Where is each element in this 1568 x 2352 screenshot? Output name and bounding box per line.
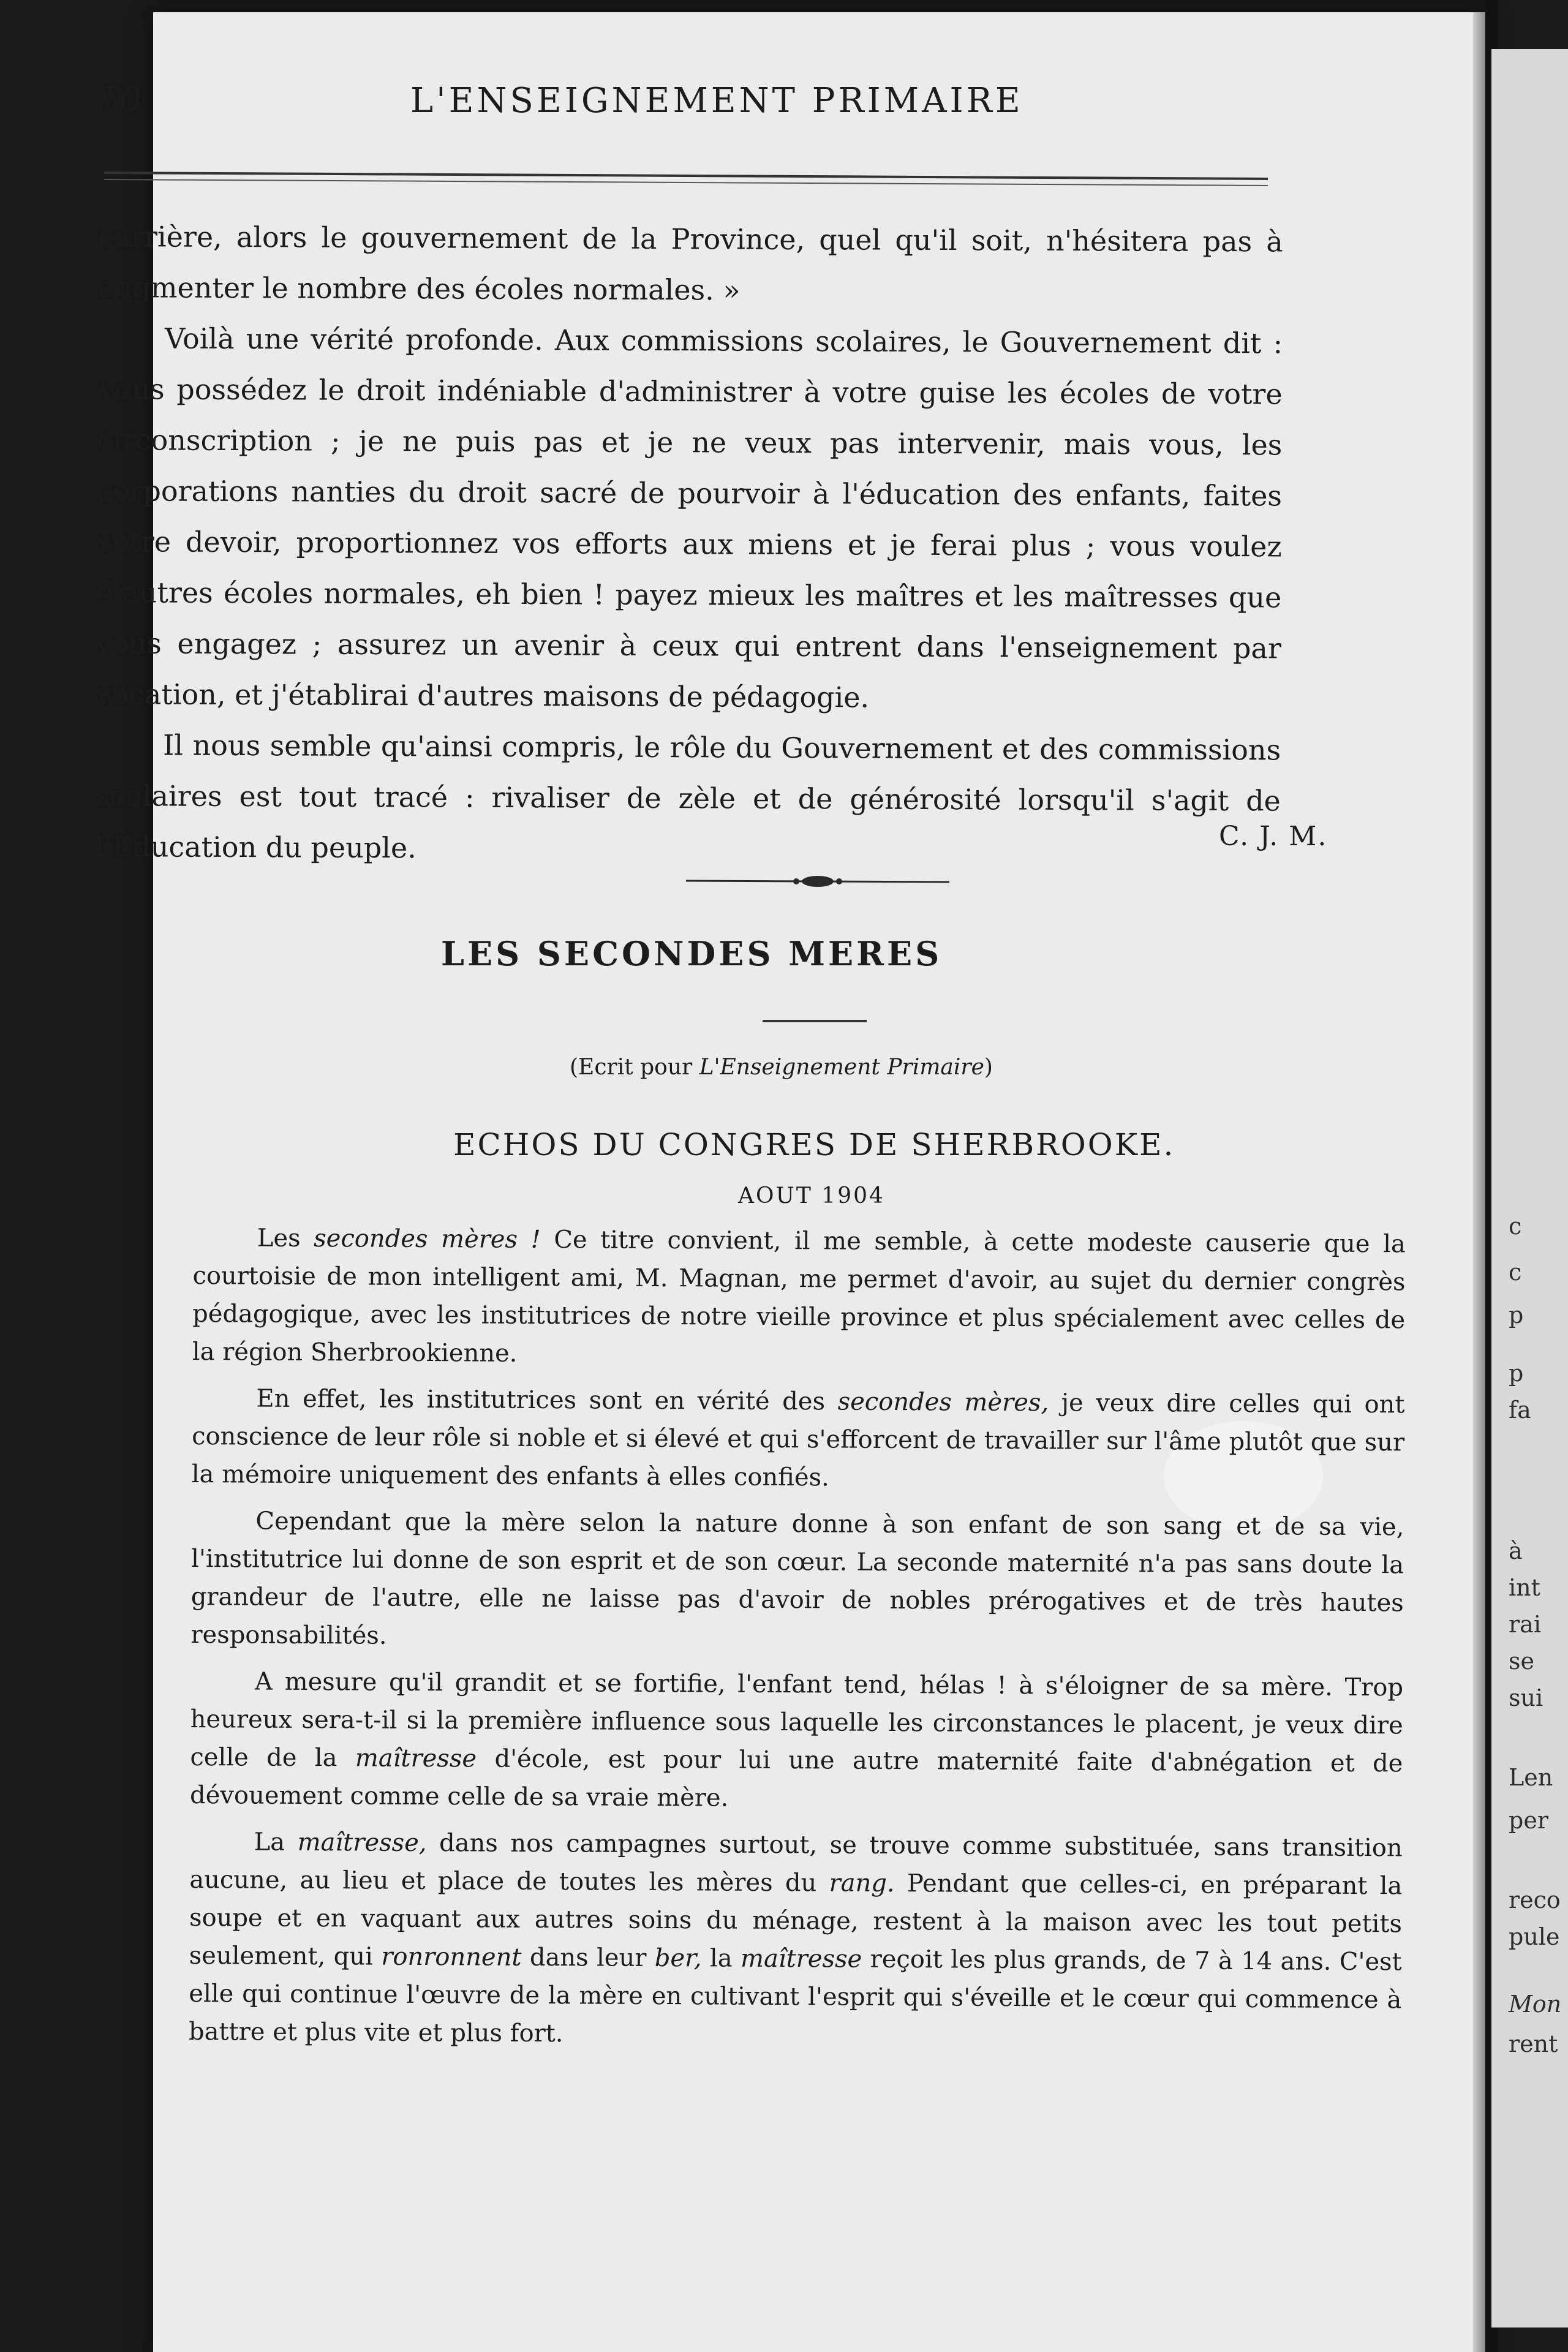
adjacent-fragment: rent [1509,2030,1558,2057]
adjacent-fragment: Len [1509,1764,1553,1791]
article-title: LES SECONDES MERES [441,934,943,973]
text-run: Pendant que celles-ci, en préparant la soupe et en vaquant aux autres soins du ménage, restent à la maison avec les tout petits seulement, qui [189,1869,1403,1971]
adjacent-fragment: p [1509,1360,1524,1387]
text-run: dans nos campagnes surtout, se trouve comme substituée, sans transition aucune, au lieu et place de toutes les mères du [189,1829,1403,1898]
paragraph: carrière, alors le gouvernement de la Province, quel qu'il soit, n'hésitera pas à augmenter le nombre des écoles normales. » [97,219,1283,307]
emphasis: maîtresse, [297,1828,427,1858]
article-body [189,1219,1406,2065]
adjacent-fragment: p [1509,1302,1524,1329]
adjacent-fragment: int [1509,1574,1540,1601]
adjacent-page [1491,49,1568,2328]
adjacent-fragment: c [1509,1259,1522,1286]
written-for-suffix: ) [984,1055,993,1080]
page-number: 70 [98,80,142,119]
text-run: dans leur [521,1943,655,1972]
emphasis: secondes mères ! [314,1224,541,1254]
adjacent-fragment: reco [1509,1887,1561,1913]
text-run: Les [257,1224,314,1253]
adjacent-fragment: rai [1509,1611,1541,1638]
adjacent-fragment: Mon [1509,1991,1562,2018]
text-run: reçoit les plus grands, de 7 à 14 ans. C'est elle qui continue l'œuvre de la mère en cultivant l'esprit qui s'éveille et le cœur qui commence à battre et plus vite et plus fort. [188,1945,1402,2048]
running-title: L'ENSEIGNEMENT PRIMAIRE [410,81,1023,121]
adjacent-fragment: c [1509,1213,1522,1240]
ornament-divider [686,869,949,893]
paragraph [192,1219,1406,1377]
text-run: Ce titre convient, il me semble, à cette modeste causerie que la courtoisie de mon intelligent ami, M. Magnan, me permet d'avoir, au sujet du dernier congrès pédagogique, avec les institutrices de notre vieille province et plus spécialement avec celles de la région Sherbrookienne. [192,1225,1406,1368]
page-edge-shadow [1473,12,1485,2352]
emphasis: maîtresse [740,1944,862,1973]
adjacent-fragment: se [1509,1648,1534,1675]
text-run: A mesure qu'il grandit et se fortifie, l'enfant tend, hélas ! à s'éloigner de sa mère. Trop heureux sera-t-il si la première influence sous laquelle les circonstances le placent, je veux dire celle de la [190,1667,1404,1773]
paragraph: Cependant que la mère selon la nature donne à son enfant de son sang et de sa vie, l'institutrice lui donne de son esprit et de son cœur. La seconde maternité n'a pas sans doute la grandeur de l'autre, elle ne laisse pas d'avoir de nobles prérogatives et de très hautes responsabilités. [190,1507,1404,1650]
author-signature: C. J. M. [1219,821,1328,852]
paragraph: Il nous semble qu'ainsi compris, le rôle du Gouvernement et des commissions scolaires est tout tracé : rivaliser de zèle et de générosité lorsqu'il s'agit de l'Éducation du peuple. [95,728,1281,865]
emphasis: ber, [654,1943,702,1973]
adjacent-fragment: per [1509,1807,1548,1834]
adjacent-fragment: sui [1509,1684,1544,1711]
paragraph [190,1662,1403,1820]
written-for-line [570,1055,993,1080]
text-run: d'école, est pour lui une autre maternité faite d'abnégation et de dévouement comme celle de sa vraie mère. [189,1744,1403,1812]
text-run: je veux dire celles qui ont conscience de leur rôle si noble et si élevé et qui s'efforcent de travailler sur l'âme plutôt que sur la mémoire uniquement des enfants à elles confiés. [191,1389,1405,1492]
text-run: La [254,1828,298,1856]
emphasis: ronronnent [381,1942,522,1972]
written-for-prefix: (Ecrit pour [570,1055,699,1080]
emphasis: rang. [829,1869,895,1898]
page-header [98,67,1439,135]
title-rule [763,1020,867,1022]
paragraph: Voilà une vérité profonde. Aux commissions scolaires, le Gouvernement dit : Vous possédez le droit indéniable d'administrer à votre guise les écoles de votre circonscription ; je ne puis pas et je ne veux pas intervenir, mais vous, les corporations nanties du droit sacré de pourvoir à l'éducation des enfants, faites votre devoir, proportionnez vos efforts aux miens et je ferai plus ; vous voulez d'autres écoles normales, eh bien ! payez mieux les maîtres et les maîtresses que vous engagez ; assurez un avenir à ceux qui entrent dans l'enseignement par vocation, et j'établirai d'autres maisons de pédagogie. [96,322,1283,714]
emphasis: maîtresse [355,1744,477,1773]
emphasis: secondes mères, [837,1387,1049,1417]
article-subtitle: ECHOS DU CONGRES DE SHERBROOKE. [453,1127,1175,1163]
adjacent-fragment: à [1509,1537,1523,1564]
text-run: la [701,1944,741,1973]
adjacent-fragment: pule [1509,1923,1560,1950]
journal-name: L'Enseignement Primaire [699,1055,984,1080]
article-date: AOUT 1904 [738,1183,885,1208]
continued-article [95,211,1283,877]
paragraph [192,1379,1405,1499]
paragraph [189,1823,1403,2057]
adjacent-fragment: fa [1509,1396,1531,1423]
text-run: En effet, les institutrices sont en vérité des [256,1384,838,1416]
